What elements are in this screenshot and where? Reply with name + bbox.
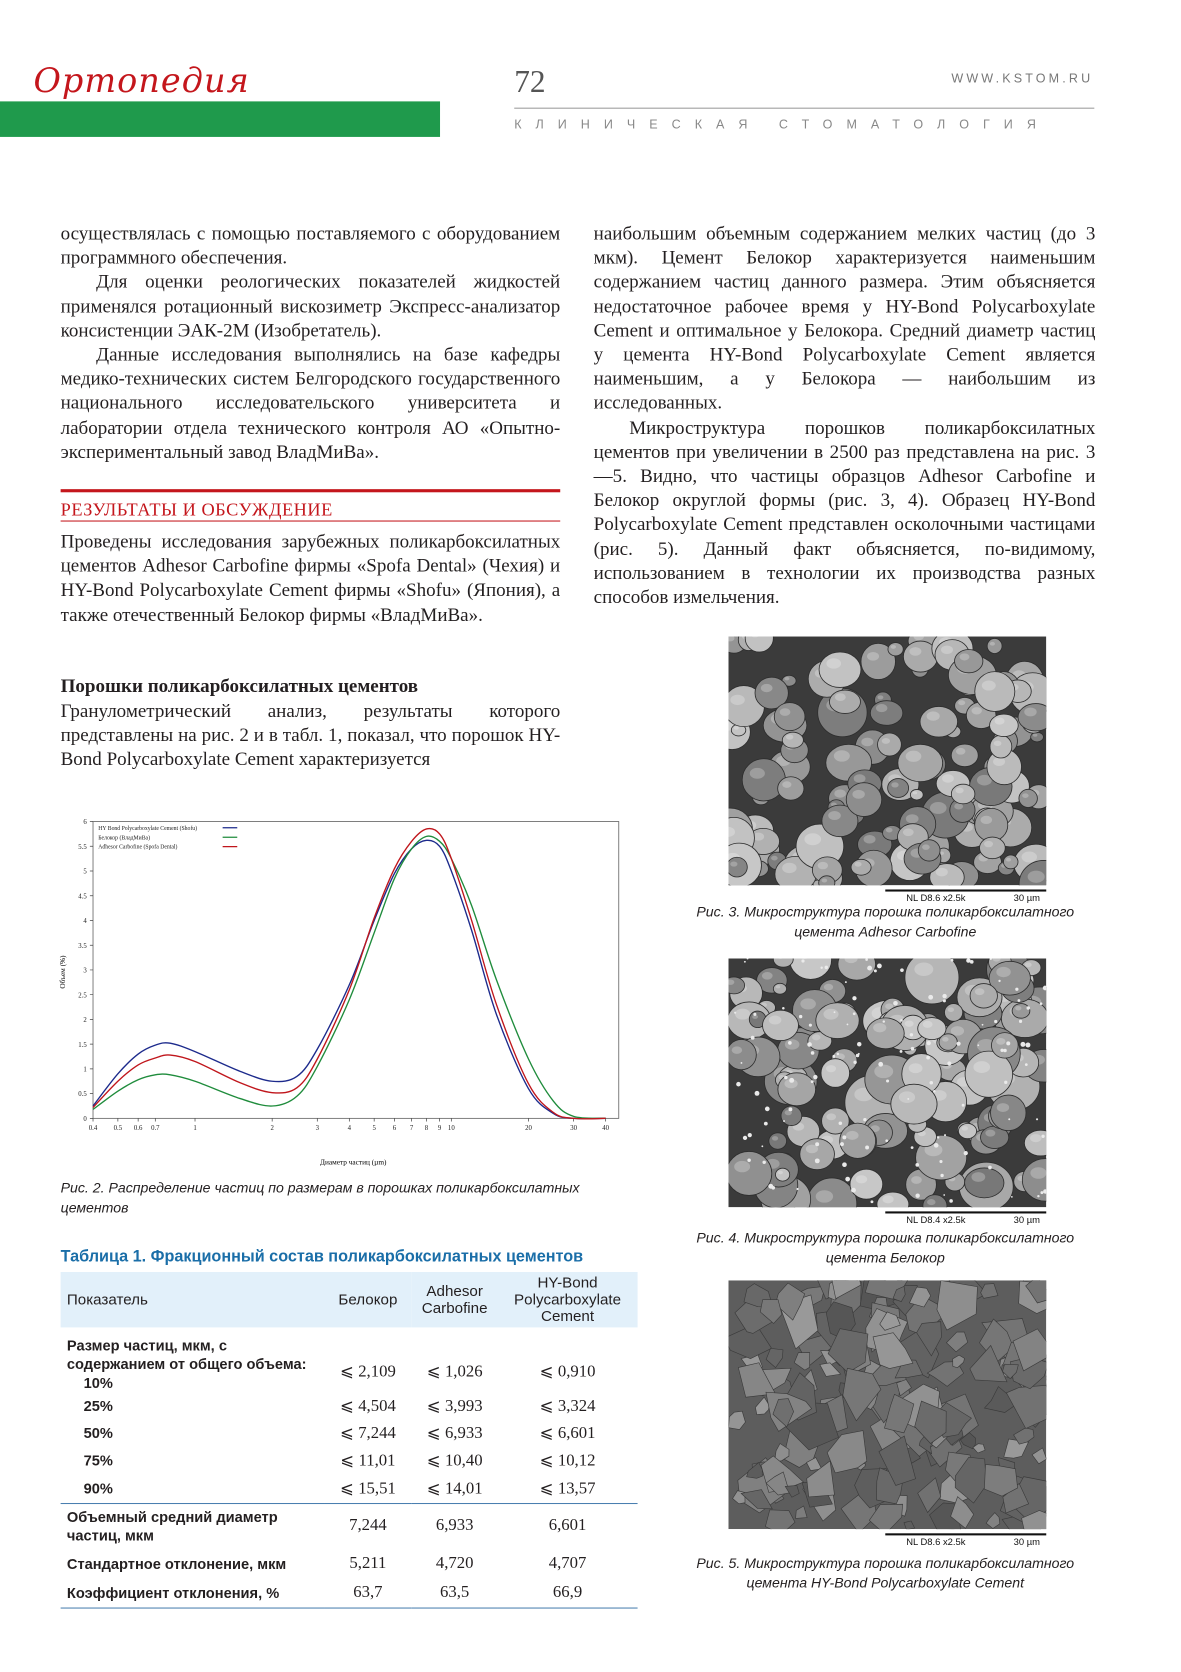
sem-label: NL D8.6 x2.5k xyxy=(906,893,965,903)
y-tick-label: 3 xyxy=(83,968,87,975)
y-axis-label: Объем (%) xyxy=(58,955,67,989)
row-label: 75% xyxy=(61,1447,324,1474)
table-cell: ⩽ 6,601 xyxy=(498,1419,638,1446)
y-tick-label: 3.5 xyxy=(78,943,87,950)
sem-image xyxy=(729,1280,1047,1529)
x-tick-label: 20 xyxy=(525,1125,532,1132)
paragraph: Гранулометрический анализ, результаты которого представлены на рис. 2 и в табл. 1, показал, что порошок HY-Bond Polycarboxylate Cement характеризуется xyxy=(61,699,561,772)
sem-scale: 30 µm xyxy=(1014,893,1040,903)
x-tick-label: 0.6 xyxy=(134,1125,143,1132)
paragraph: Проведены исследования зарубежных поликарбоксилатных цементов Adhesor Carbofine фирмы «Spofa Dental» (Чехия) и HY-Bond Polycarboxylate Cement фирмы «Shofu» (Япония), а также отечественный Белокор фирмы «ВладМиВа». xyxy=(61,530,561,627)
table-header-row xyxy=(61,1272,638,1327)
x-tick-label: 30 xyxy=(570,1125,577,1132)
table-cell: ⩽ 1,026 xyxy=(412,1327,498,1392)
x-tick-label: 7 xyxy=(410,1125,414,1132)
y-tick-label: 0.5 xyxy=(78,1091,87,1098)
table-cell: 63,5 xyxy=(412,1578,498,1607)
table-header-cell: Белокор xyxy=(324,1272,412,1327)
table-row xyxy=(61,1503,638,1549)
table-cell: ⩽ 6,933 xyxy=(412,1419,498,1446)
header-divider xyxy=(514,108,1094,109)
table-row xyxy=(61,1419,638,1446)
y-tick-label: 0 xyxy=(83,1116,87,1123)
row-label: 25% xyxy=(61,1392,324,1419)
y-tick-label: 4.5 xyxy=(78,893,87,900)
x-tick-label: 0.4 xyxy=(89,1125,98,1132)
row-label: Объемный средний диаметр частиц, мкм xyxy=(61,1503,324,1549)
y-tick-label: 1 xyxy=(83,1067,86,1074)
sem-info-bar xyxy=(729,1533,1047,1550)
table-title: Таблица 1. Фракционный состав поликарбоксилатных цементов xyxy=(61,1248,583,1267)
legend-label: Белокор (ВладМиВа) xyxy=(98,834,150,841)
fraction-table xyxy=(61,1272,638,1608)
table-cell: ⩽ 13,57 xyxy=(498,1474,638,1503)
y-tick-label: 5 xyxy=(83,869,87,876)
chart-series xyxy=(93,829,606,1119)
section-color-bar xyxy=(0,101,440,137)
table-cell: ⩽ 11,01 xyxy=(324,1447,412,1474)
y-tick-label: 1.5 xyxy=(78,1042,87,1049)
sem-image xyxy=(729,637,1047,886)
row-label: 90% xyxy=(61,1474,324,1503)
figure-5-caption: Рис. 5. Микроструктура порошка поликарбоксилатного цемента HY-Bond Polycarboxylate Cement xyxy=(669,1553,1102,1593)
row-label: 50% xyxy=(61,1419,324,1446)
page-number: 72 xyxy=(514,65,545,101)
chart-legend xyxy=(98,825,237,851)
table-cell: ⩽ 0,910 xyxy=(498,1327,638,1392)
right-column xyxy=(594,222,1096,610)
figure-3-caption: Рис. 3. Микроструктура порошка поликарбоксилатного цемента Adhesor Carbofine xyxy=(669,902,1102,942)
x-tick-label: 0.5 xyxy=(114,1125,123,1132)
x-tick-label: 6 xyxy=(393,1125,397,1132)
y-tick-label: 4 xyxy=(83,918,87,925)
sem-info-bar xyxy=(729,1211,1047,1228)
figure-4-caption: Рис. 4. Микроструктура порошка поликарбоксилатного цемента Белокор xyxy=(669,1228,1102,1268)
x-tick-label: 10 xyxy=(448,1125,455,1132)
table-cell: 63,7 xyxy=(324,1578,412,1607)
section-rule-top xyxy=(61,489,561,492)
table-row xyxy=(61,1474,638,1503)
table-cell: 66,9 xyxy=(498,1578,638,1607)
legend-label: Adhesor Carbofine (Spofa Dental) xyxy=(98,844,177,851)
row-label: 10% xyxy=(67,1374,113,1391)
x-tick-label: 9 xyxy=(438,1125,442,1132)
x-tick-label: 40 xyxy=(602,1125,609,1132)
paragraph: Данные исследования выполнялись на базе кафедры медико-технических систем Белгородского государственного национального исследовательского университета и лаборатории отдела технического контроля АО «Опытно-экспериментальный завод ВладМиВа». xyxy=(61,343,561,464)
table-cell: 6,933 xyxy=(412,1503,498,1549)
sem-image xyxy=(729,958,1047,1207)
table-header-cell: HY-Bond Polycarboxylate Cement xyxy=(498,1272,638,1327)
sem-scale: 30 µm xyxy=(1014,1215,1040,1225)
left-column-powders xyxy=(61,699,561,772)
table-cell: ⩽ 3,324 xyxy=(498,1392,638,1419)
y-tick-label: 6 xyxy=(83,819,87,826)
micrograph-adhesor xyxy=(729,637,1047,907)
table-row xyxy=(61,1447,638,1474)
chart-axes xyxy=(78,819,609,1132)
table-cell: ⩽ 14,01 xyxy=(412,1474,498,1503)
table-cell: 7,244 xyxy=(324,1503,412,1549)
y-tick-label: 2.5 xyxy=(78,992,87,999)
table-cell: 4,707 xyxy=(498,1549,638,1578)
table-cell: ⩽ 2,109 xyxy=(324,1327,412,1392)
table-row-label xyxy=(61,1327,324,1392)
journal-title: КЛИНИЧЕСКАЯ СТОМАТОЛОГИЯ xyxy=(514,117,1094,132)
x-tick-label: 2 xyxy=(270,1125,274,1132)
section-heading: РЕЗУЛЬТАТЫ И ОБСУЖДЕНИЕ xyxy=(61,499,561,524)
group-label: Размер частиц, мкм, с содержанием от общего объема: xyxy=(67,1337,307,1373)
figure-2-caption: Рис. 2. Распределение частиц по размерам в порошках поликарбоксилатных цементов xyxy=(61,1178,625,1218)
micrograph-hybond xyxy=(729,1280,1047,1550)
row-label: Стандартное отклонение, мкм xyxy=(61,1549,324,1578)
particle-size-chart xyxy=(54,805,629,1171)
table-cell: ⩽ 7,244 xyxy=(324,1419,412,1446)
x-tick-label: 1 xyxy=(193,1125,196,1132)
site-url[interactable]: WWW.KSTOM.RU xyxy=(836,71,1093,86)
x-tick-label: 3 xyxy=(316,1125,320,1132)
table-row xyxy=(61,1392,638,1419)
section-rule-bottom xyxy=(61,521,561,522)
table-header-cell: Adhesor Carbofine xyxy=(412,1272,498,1327)
table-cell: 5,211 xyxy=(324,1549,412,1578)
section-logo: Ортопедия xyxy=(33,61,249,101)
paragraph: Для оценки реологических показателей жидкостей применялся ротационный вискозиметр Экспресс-анализатор консистенции ЭАК-2М (Изобретатель). xyxy=(61,270,561,343)
table-cell: ⩽ 15,51 xyxy=(324,1474,412,1503)
legend-label: HY Bond Polycarboxylate Cement (Shofu) xyxy=(98,825,197,832)
paragraph: наибольшим объемным содержанием мелких частиц (до 3 мкм). Цемент Белокор характеризуется наименьшим содержанием частиц данного размера. Этим объясняется недостаточное рабочее время у HY-Bond Polycarboxylate Cement и оптимальное у Белокора. Средний диаметр частиц у цемента HY-Bond Polycarboxylate Cement является наименьшим, а у Белокора — наибольшим из исследованных. xyxy=(594,222,1096,416)
table-cell: ⩽ 4,504 xyxy=(324,1392,412,1419)
y-tick-label: 2 xyxy=(83,1017,87,1024)
row-label: Коэффициент отклонения, % xyxy=(61,1578,324,1607)
sem-label: NL D8.6 x2.5k xyxy=(906,1536,965,1546)
x-axis-label: Диаметр частиц (µm) xyxy=(320,1157,387,1166)
series-line xyxy=(93,840,606,1118)
paragraph: Микроструктура порошков поликарбоксилатных цементов при увеличении в 2500 раз представлена на рис. 3—5. Видно, что частицы образцов Adhesor Carbofine и Белокор округлой формы (рис. 3, 4). Образец HY-Bond Polycarboxylate Cement представлен осколочными частицами (рис. 5). Данный факт объясняется, по-видимому, использованием в технологии их производства разных способов измельчения. xyxy=(594,416,1096,610)
x-tick-label: 4 xyxy=(348,1125,352,1132)
x-tick-label: 5 xyxy=(372,1125,376,1132)
table-cell: 6,601 xyxy=(498,1503,638,1549)
left-column-intro xyxy=(61,222,561,465)
table-cell: ⩽ 10,40 xyxy=(412,1447,498,1474)
left-column-results xyxy=(61,530,561,627)
table-cell: 4,720 xyxy=(412,1549,498,1578)
sem-scale: 30 µm xyxy=(1014,1536,1040,1546)
micrograph-belokor xyxy=(729,958,1047,1228)
table-cell: ⩽ 3,993 xyxy=(412,1392,498,1419)
paragraph: осуществлялась с помощью поставляемого с оборудованием программного обеспечения. xyxy=(61,222,561,271)
table-row xyxy=(61,1327,638,1392)
x-tick-label: 0.7 xyxy=(151,1125,160,1132)
y-tick-label: 5.5 xyxy=(78,844,87,851)
table-cell: ⩽ 10,12 xyxy=(498,1447,638,1474)
table-row xyxy=(61,1578,638,1607)
table-row xyxy=(61,1549,638,1578)
table-header-cell: Показатель xyxy=(61,1272,324,1327)
sem-label: NL D8.4 x2.5k xyxy=(906,1215,965,1225)
subsection-heading: Порошки поликарбоксилатных цементов xyxy=(61,675,561,697)
series-line xyxy=(93,836,606,1118)
x-tick-label: 8 xyxy=(425,1125,429,1132)
